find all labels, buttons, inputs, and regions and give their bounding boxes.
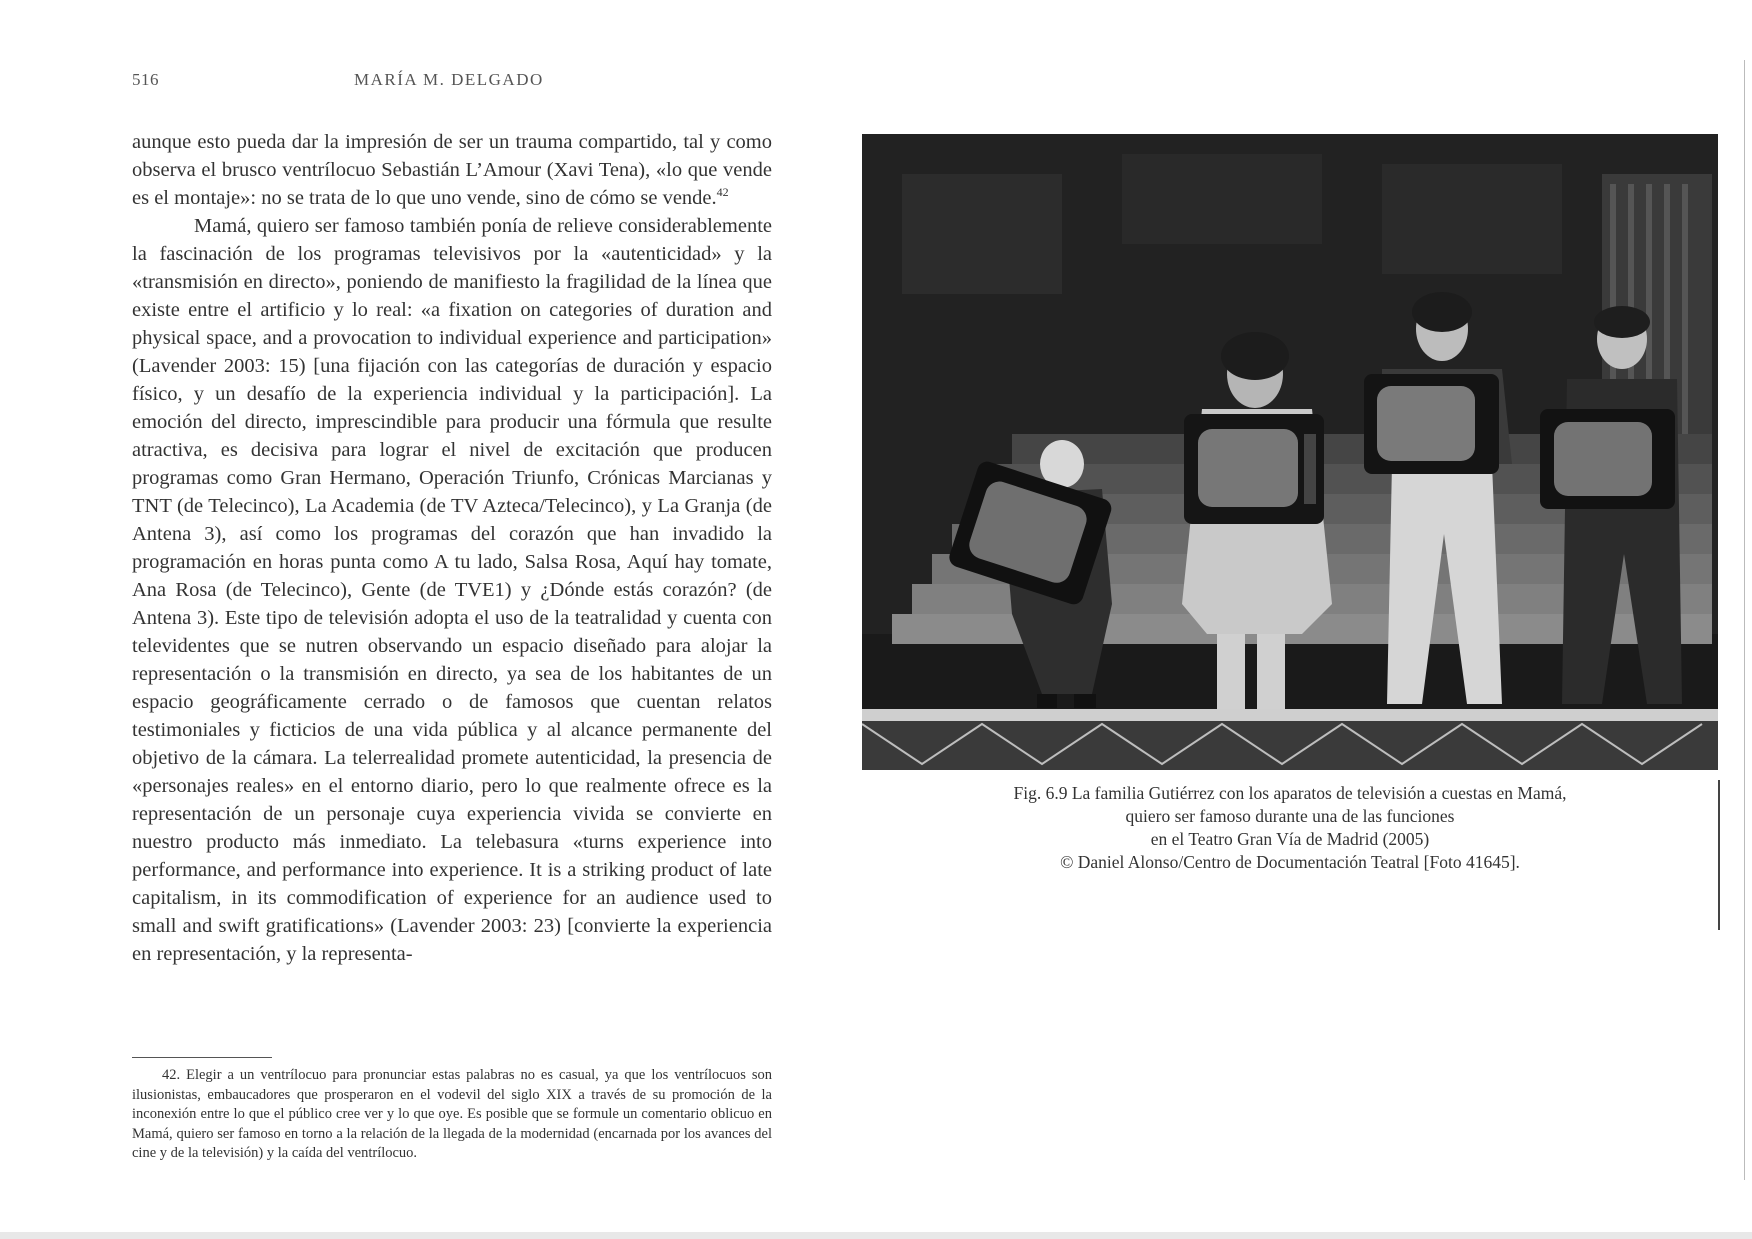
caption-line-3: en el Teatro Gran Vía de Madrid (2005) <box>1150 829 1430 849</box>
photo-illustration <box>862 134 1718 770</box>
scan-bottom-edge <box>0 1232 1752 1239</box>
footnote: 42. Elegir a un ventrílocuo para pronunciar estas palabras no es casual, ya que los ventrílocuos son ilusionistas, embaucadores que prosperaron en el vodevil del siglo XIX a través de su promoción de la inconexión entre lo que el público cree ver y lo que oye. Es posible que se formule un comentario oblicuo en Mamá, quiero ser famoso en torno a la relación de la llegada de la modernidad (encarnada por los avances del cine y de la televisión) y la caída del ventrílocuo. <box>132 1067 772 1161</box>
paragraph-1 <box>132 128 772 212</box>
page-number: 516 <box>132 70 159 89</box>
footnote-rule <box>132 1057 272 1058</box>
caption-line-1: Fig. 6.9 La familia Gutiérrez con los aparatos de televisión a cuestas en Mamá, <box>1013 783 1567 803</box>
running-head: MARÍA M. DELGADO <box>354 70 544 89</box>
caption-line-2: quiero ser famoso durante una de las funciones <box>1125 806 1455 826</box>
caption-line-4: © Daniel Alonso/Centro de Documentación Teatral [Foto 41645]. <box>1060 852 1520 872</box>
page-header <box>132 70 832 94</box>
scan-edge-line <box>1744 60 1745 1180</box>
figure-caption <box>880 782 1700 874</box>
body-text <box>132 128 772 968</box>
margin-mark <box>1718 780 1720 930</box>
footnote-ref: 42 <box>716 185 729 200</box>
stage-photograph <box>862 134 1718 770</box>
paragraph-2: Mamá, quiero ser famoso también ponía de relieve considerablemente la fascinación de los programas televisivos por la «autenticidad» y la «transmisión en directo», poniendo de manifiesto la fragilidad de la línea que existe entre el artificio y lo real: «a fixation on categories of duration and physical space, and a provocation to individual experience and participation» (Lavender 2003: 15) [una fijación con las categorías de duración y espacio físico, y un desafío de la experiencia individual y la participación]. La emoción del directo, imprescindible para producir una fórmula que resulte atractiva, es decisiva para lograr el nivel de excitación que producen programas como Gran Hermano, Operación Triunfo, Crónicas Marcianas y TNT (de Telecinco), La Academia (de TV Azteca/Telecinco), y La Granja (de Antena 3), así como los programas del corazón que han invadido la programación en horas punta como A tu lado, Salsa Rosa, Aquí hay tomate, Ana Rosa (de Telecinco), Gente (de TVE1) y ¿Dónde estás corazón? (de Antena 3). Este tipo de televisión adopta el uso de la teatralidad y cuenta con televidentes que se nutren observando un espacio diseñado para alojar la representación o la transmisión en directo, ya sea de los habitantes de un espacio geográficamente cerrado o de famosos que cuentan relatos testimoniales y ficticios de una vida pública y al alcance permanente del objetivo de la cámara. La telerrealidad promete autenticidad, la presencia de «personajes reales» en el entorno diario, pero lo que realmente ofrece es la representación de un personaje cuya experiencia vivida se convierte en nuestro producto más inmediato. La telebasura «turns experience into performance, and performance into experience. It is a striking product of late capitalism, in its commodification of experience for an audience used to small and swift gratifications» (Lavender 2003: 23) [convierte la experiencia en representación, y la representa- <box>132 215 772 965</box>
paragraph-1-text: aunque esto pueda dar la impresión de ser un trauma compartido, tal y como observa el brusco ventrílocuo Sebastián L’Amour (Xavi Tena), «lo que vende es el montaje»: no se trata de lo que uno vende, sino de cómo se vende. <box>132 131 772 209</box>
